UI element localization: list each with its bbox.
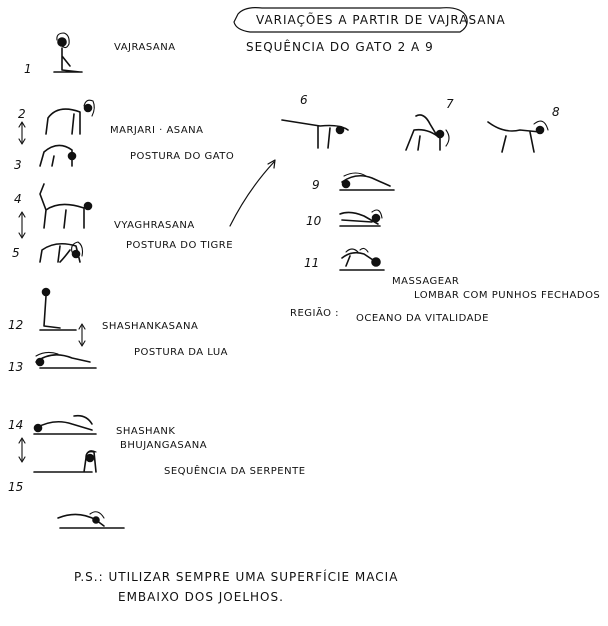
step-number-9: 9 [312,178,320,192]
label-sequencia-serpente: SEQUÊNCIA DA SERPENTE [164,466,306,477]
label-massagear: MASSAGEAR [392,276,460,287]
step-number-2: 2 [18,107,26,121]
figure-serpente-final [58,512,124,528]
step-number-5: 5 [12,246,20,260]
figure-7 [406,115,449,150]
label-postura-lua: POSTURA DA LUA [134,347,229,358]
connector-arrow [230,160,275,226]
figure-14-shashank [34,416,96,434]
figure-12-shashankasana [40,289,76,331]
step-number-11: 11 [304,256,320,270]
figure-9 [340,173,394,190]
step-number-13: 13 [8,360,24,374]
step-number-6: 6 [300,93,308,107]
updown-arrow-4 [19,438,25,462]
step-number-12: 12 [8,318,24,332]
ps-note-line2: EMBAIXO DOS JOELHOS. [118,590,284,604]
figure-1-vajrasana [54,33,82,72]
step-number-4: 4 [14,192,22,206]
step-number-10: 10 [306,214,322,228]
ps-note-line1: P.S.: UTILIZAR SEMPRE UMA SUPERFÍCIE MACIA [74,570,399,584]
figure-13-lua [36,352,96,368]
label-vajrasana: VAJRASANA [114,42,176,53]
label-postura-gato: POSTURA DO GATO [130,151,235,162]
step-number-3: 3 [14,158,22,172]
updown-arrow-2 [19,212,25,238]
figure-8 [488,121,548,152]
step-number-14: 14 [8,418,24,432]
label-shashankasana: SHASHANKASANA [102,321,199,332]
label-oceano-vitalidade: OCEANO DA VITALIDADE [356,313,489,324]
figure-15-bhujangasana [34,451,96,472]
label-regiao: REGIÃO : [290,308,340,319]
figure-2-marjari [46,100,94,134]
label-vyaghrasana: VYAGHRASANA [114,220,195,231]
figure-10 [340,210,382,226]
label-postura-tigre: POSTURA DO TIGRE [126,240,234,251]
figure-11 [340,248,384,270]
figure-3-gato [40,145,76,166]
step-number-15: 15 [8,480,24,494]
label-shashank: SHASHANK [116,426,176,437]
step-number-8: 8 [552,105,560,119]
page-subtitle: SEQUÊNCIA DO GATO 2 A 9 [246,40,434,54]
page-title: VARIAÇÕES A PARTIR DE VAJRASANA [256,13,506,27]
figure-6 [282,120,348,148]
label-marjari: MARJARI · ASANA [110,125,204,136]
step-number-7: 7 [446,97,454,111]
updown-arrow-1 [19,122,25,144]
updown-arrow-3 [79,324,85,346]
label-bhujangasana: BHUJANGASANA [120,440,208,451]
label-lombar: LOMBAR COM PUNHOS FECHADOS [414,290,601,301]
step-number-1: 1 [24,62,32,76]
figure-5-tigre [40,242,83,262]
figure-4-vyaghrasana [40,184,92,228]
